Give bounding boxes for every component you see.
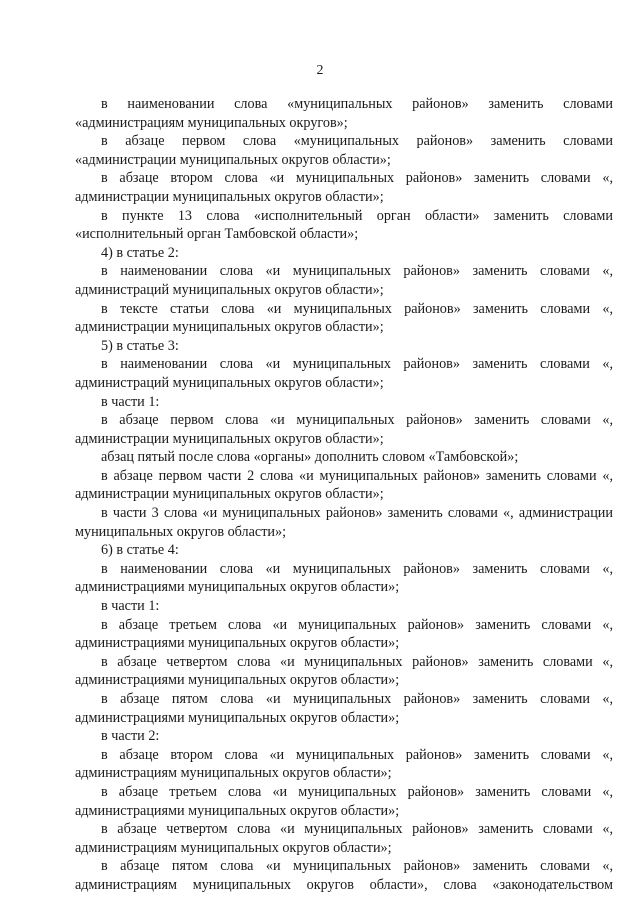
paragraph: в пункте 13 слова «исполнительный орган области» заменить словами «исполнительный орган Тамбовской области»; — [75, 207, 613, 243]
paragraph: в наименовании слова «муниципальных районов» заменить словами «администрациям муниципальных округов»; — [75, 96, 613, 131]
paragraph: в абзаце первом слова «и муниципальных районов» заменить словами «, администрации муниципальных округов области»; — [75, 412, 613, 447]
paragraph: в абзаце втором слова «и муниципальных районов» заменить словами «, администрациям муниципальных округов области»; — [75, 746, 613, 782]
paragraph: в наименовании слова «и муниципальных районов» заменить словами «, администраций муниципальных округов области»; — [75, 356, 613, 391]
document-body — [75, 95, 613, 895]
paragraph: в части 3 слова «и муниципальных районов» заменить словами «, администрации муниципальных округов области»; — [75, 505, 613, 540]
paragraph: в наименовании слова «и муниципальных районов» заменить словами «, администраций муниципальных округов области»; — [75, 263, 613, 298]
paragraph: 5) в статье 3: — [101, 337, 179, 354]
paragraph: 4) в статье 2: — [101, 244, 179, 261]
paragraph: в абзаце пятом слова «и муниципальных районов» заменить словами «, администрациями муниципальных округов области»; — [75, 691, 613, 726]
paragraph: в наименовании слова «и муниципальных районов» заменить словами «, администрациями муниципальных округов области»; — [75, 560, 613, 596]
paragraph: в абзаце третьем слова «и муниципальных районов» заменить словами «, администрациями муниципальных округов области»; — [75, 616, 613, 652]
paragraph: в абзаце втором слова «и муниципальных районов» заменить словами «, администрации муниципальных округов области»; — [75, 170, 613, 205]
paragraph: в части 1: — [101, 393, 160, 410]
paragraph: в абзаце четвертом слова «и муниципальных районов» заменить словами «, администрациями муниципальных округов области»; — [75, 653, 613, 689]
paragraph: 6) в статье 4: — [101, 542, 179, 559]
paragraph: абзац пятый после слова «органы» дополнить словом «Тамбовской»; — [101, 449, 519, 466]
paragraph: в абзаце четвертом слова «и муниципальных районов» заменить словами «, администрациям муниципальных округов области»; — [75, 821, 613, 856]
paragraph: в тексте статьи слова «и муниципальных районов» заменить словами «, администрации муниципальных округов области»; — [75, 300, 613, 336]
paragraph: в абзаце пятом слова «и муниципальных районов» заменить словами «, администрациям муниципальных округов области», слова «законодательством — [75, 858, 613, 893]
paragraph: в абзаце третьем слова «и муниципальных районов» заменить словами «, администрациями муниципальных округов области»; — [75, 783, 613, 819]
paragraph: в части 2: — [101, 728, 160, 745]
paragraph: в абзаце первом слова «муниципальных районов» заменить словами «администрации муниципальных округов области»; — [75, 133, 613, 168]
page-number: 2 — [316, 63, 324, 78]
paragraph: в абзаце первом части 2 слова «и муниципальных районов» заменить словами «, администрации муниципальных округов области»; — [75, 467, 613, 503]
paragraph: в части 1: — [101, 598, 160, 615]
